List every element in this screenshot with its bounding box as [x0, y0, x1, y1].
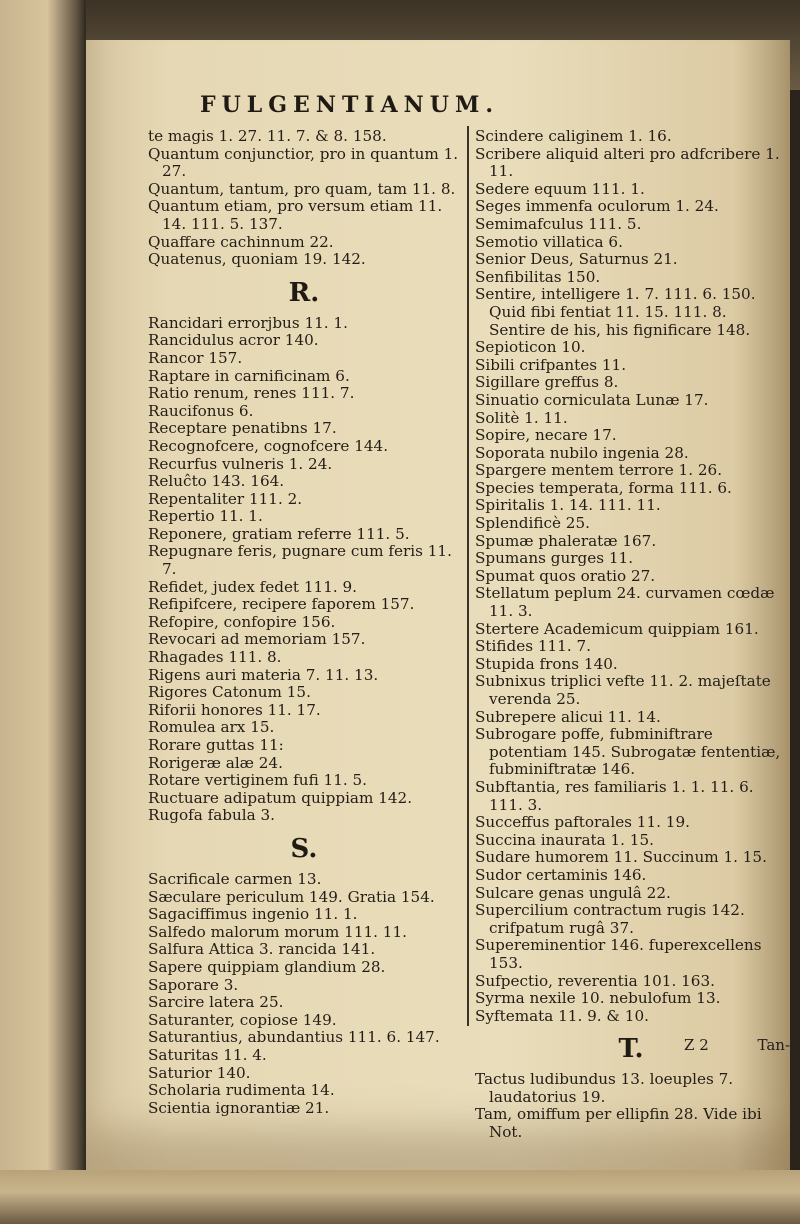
index-entry: Repugnare feris, pugnare cum feris 11. 7. [148, 542, 452, 579]
index-entry: Refipifcere, recipere faporem 157. [148, 595, 415, 614]
index-entry: Stifides 111. 7. [475, 637, 591, 656]
index-entry: Semotio villatica 6. [475, 232, 623, 251]
index-entry: Quantum etiam, pro versum etiam 11. 14. 111. 5. 137. [148, 197, 443, 233]
index-entry: Tactus ludibundus 13. loeuples 7. laudatorius 19. [475, 1070, 734, 1106]
index-entry: Sinuatio corniculata Lunæ 17. [475, 390, 709, 409]
index-entry: Sigillare greffus 8. [475, 373, 619, 392]
index-entry: Rugofa fabula 3. [148, 806, 275, 825]
index-entry: Raucifonus 6. [148, 401, 254, 420]
running-head: FULGENTIANUM. [200, 92, 499, 118]
index-entry: Soporata nubilo ingenia 28. [475, 443, 689, 462]
index-entry: Scientia ignorantiæ 21. [148, 1098, 330, 1117]
index-entry: Species temperata, forma 111. 6. [475, 478, 732, 497]
index-entry: Sopire, necare 17. [475, 426, 617, 445]
index-entry: Rancidari errorjbus 11. 1. [148, 313, 348, 332]
index-entry: Refidet, judex fedet 111. 9. [148, 577, 357, 596]
index-entry: Saturanter, copiose 149. [148, 1010, 337, 1029]
index-entry: Solitè 1. 11. [475, 408, 568, 427]
index-entry: Scindere caliginem 1. 16. [475, 127, 672, 145]
index-entry: Sudare humorem 11. Succinum 1. 15. [475, 848, 767, 867]
left-column [148, 128, 460, 1117]
index-entry: Seges immenfa oculorum 1. 24. [475, 197, 719, 216]
index-entry: Subnixus triplici vefte 11. 2. majeſtate verenda 25. [475, 672, 771, 708]
index-entry: Scribere aliquid alteri pro adfcribere 1. 11. [475, 144, 780, 181]
index-entry: Rigores Catonum 15. [148, 683, 311, 702]
index-entry: Senfibilitas 150. [475, 267, 601, 286]
index-entry: Rancidulus acror 140. [148, 331, 319, 350]
section-letter: S. [290, 833, 318, 864]
index-entry: Reluĉto 143. 164. [148, 472, 285, 491]
section-letter: R. [288, 277, 320, 308]
index-entry: Refopire, confopire 156. [148, 612, 336, 631]
index-entry: Sacrificale carmen 13. [148, 869, 322, 888]
index-entry: Stertere Academicum quippiam 161. [475, 619, 759, 638]
index-entry: Succina inaurata 1. 15. [475, 830, 654, 849]
index-entry: Sibili crifpantes 11. [475, 355, 627, 374]
index-entry: Repertio 11. 1. [148, 507, 263, 526]
signature-mark: Z 2 [684, 1036, 709, 1054]
index-entry: Stupida frons 140. [475, 654, 618, 673]
index-entry: Spumæ phaleratæ 167. [475, 531, 657, 550]
index-entry: Recurfus vulneris 1. 24. [148, 454, 333, 473]
index-entry: Riforii honores 11. 17. [148, 700, 321, 719]
index-entry: Rancor 157. [148, 348, 243, 367]
index-entry: Spiritalis 1. 14. 111. 11. [475, 496, 661, 515]
index-entry: Subftantia, res familiaris 1. 1. 11. 6. 111. 3. [475, 777, 754, 814]
index-entry: Reponere, gratiam referre 111. 5. [148, 524, 410, 543]
index-entry: Salfura Attica 3. rancida 141. [148, 940, 376, 959]
index-entry: Revocari ad memoriam 157. [148, 630, 366, 649]
index-entry: Tam, omiffum per ellipfin 28. Vide ibi Not. [475, 1105, 762, 1142]
index-entry: Sufpectio, reverentia 101. 163. [475, 971, 715, 990]
index-entry: Salfedo malorum morum 111. 11. [148, 922, 407, 941]
index-entry: Sedere equum 111. 1. [475, 179, 645, 198]
index-entry: Succeffus paftorales 11. 19. [475, 813, 690, 832]
index-entry: Supereminentior 146. fuperexcellens 153. [475, 936, 762, 972]
index-entry: Rigens auri materia 7. 11. 13. [148, 665, 379, 684]
index-entry: Raptare in carnificinam 6. [148, 366, 350, 385]
index-entry: Saturior 140. [148, 1063, 251, 1082]
catchword: Tan- [757, 1036, 791, 1054]
index-entry: Spumans gurges 11. [475, 549, 634, 568]
index-entry: Senior Deus, Saturnus 21. [475, 250, 678, 269]
index-entry: Scholaria rudimenta 14. [148, 1081, 335, 1100]
index-entry: Quantum conjunctior, pro in quantum 1. 27. [148, 144, 459, 181]
index-entry: Spargere mentem terrore 1. 26. [475, 461, 723, 480]
index-entry: Rorigeræ alæ 24. [148, 753, 283, 772]
index-entry: Sapere quippiam glandium 28. [148, 957, 386, 976]
index-entry: Recognofcere, cognofcere 144. [148, 436, 389, 455]
section-letter: T. [618, 1034, 644, 1065]
scan-background-bottom [0, 1170, 800, 1224]
column-divider [467, 126, 469, 1026]
index-entry: Subrogare poffe, fubminiftrare potentiam 145. Subrogatæ fententiæ, fubminiftratæ 146. [475, 725, 781, 779]
index-entry: Quantum, tantum, pro quam, tam 11. 8. [148, 179, 456, 198]
index-entry: Rotare vertiginem fufi 11. 5. [148, 771, 368, 790]
index-entry: Supercilium contractum rugis 142. crifpatum rugâ 37. [475, 901, 745, 937]
index-entry: Sudor certaminis 146. [475, 865, 647, 884]
index-entry: Spumat quos oratio 27. [475, 566, 656, 585]
index-entry: Syrma nexile 10. nebulofum 13. [475, 989, 721, 1008]
index-entry: Stellatum peplum 24. curvamen cœdæ 11. 3. [475, 584, 775, 621]
index-entry: Saturitas 11. 4. [148, 1045, 267, 1064]
right-column [475, 128, 787, 1142]
index-entry: Receptare penatibns 17. [148, 419, 337, 438]
index-entry: Ructuare adipatum quippiam 142. [148, 788, 413, 807]
index-entry: te magis 1. 27. 11. 7. & 8. 158. [148, 127, 387, 145]
index-entry: Sepioticon 10. [475, 338, 586, 357]
index-entry: Splendificè 25. [475, 514, 590, 533]
index-entry: Syftemata 11. 9. & 10. [475, 1006, 649, 1025]
index-entry: Sentire, intelligere 1. 7. 111. 6. 150. Quid fibi fentiat 11. 15. 111. 8. Sentire de his, his fignificare 148. [475, 285, 756, 339]
index-entry: Subrepere alicui 11. 14. [475, 707, 661, 726]
index-entry: Quatenus, quoniam 19. 142. [148, 250, 366, 269]
index-entry: Rorare guttas 11: [148, 736, 284, 754]
index-entry: Repentaliter 111. 2. [148, 489, 303, 508]
index-entry: Semimafculus 111. 5. [475, 214, 642, 233]
index-entry: Saturantius, abundantius 111. 6. 147. [148, 1028, 440, 1047]
page-footer [640, 1036, 790, 1054]
index-entry: Romulea arx 15. [148, 718, 275, 737]
index-entry: Saporare 3. [148, 975, 239, 994]
index-entry: Sæculare periculum 149. Gratia 154. [148, 887, 435, 906]
index-entry: Sarcire latera 25. [148, 993, 284, 1012]
index-entry: Ratio renum, renes 111. 7. [148, 384, 355, 403]
index-entry: Rhagades 111. 8. [148, 648, 282, 667]
index-entry: Sulcare genas ungulâ 22. [475, 883, 671, 902]
index-entry: Quaffare cachinnum 22. [148, 232, 334, 251]
facing-page-edge [0, 0, 86, 1224]
index-entry: Sagaciffimus ingenio 11. 1. [148, 905, 358, 924]
